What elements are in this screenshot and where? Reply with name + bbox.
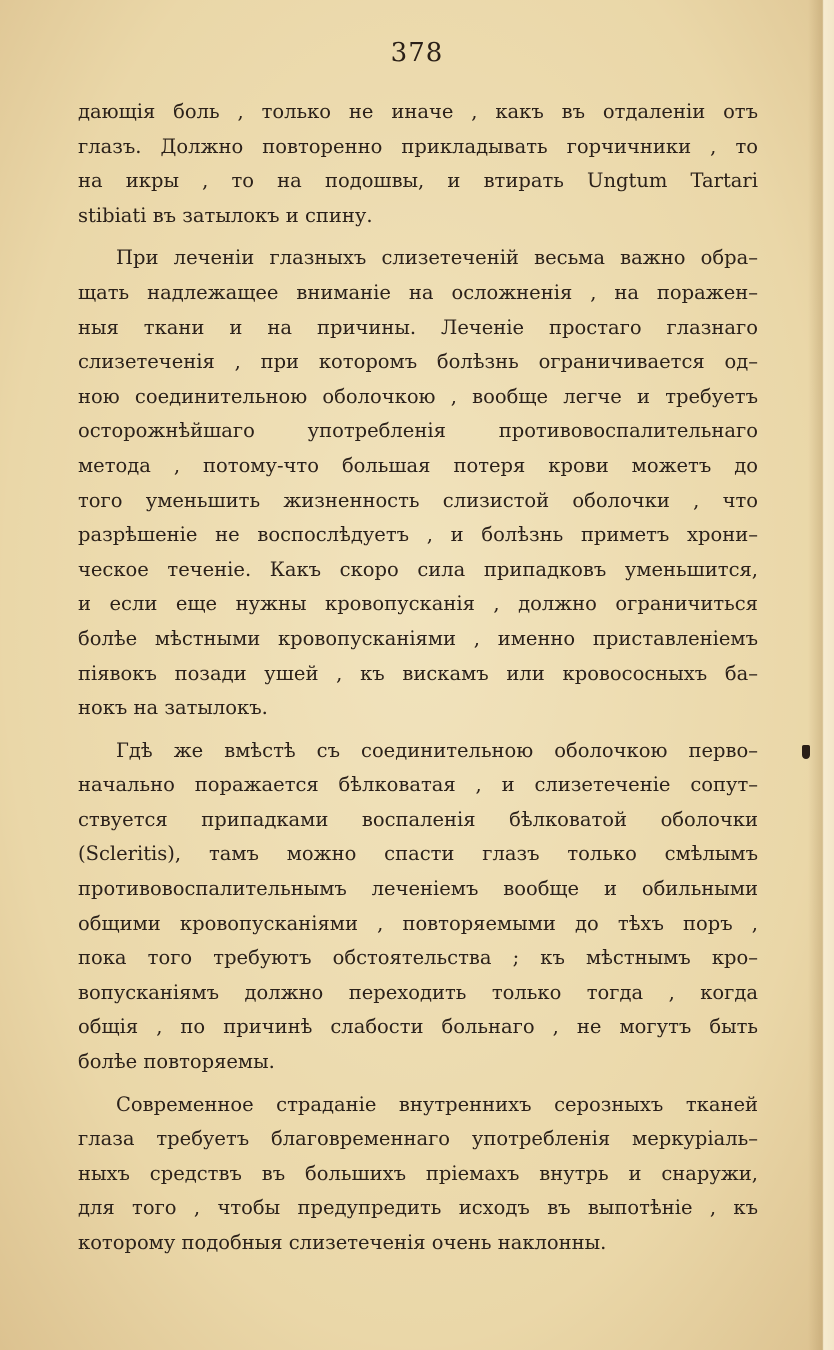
paragraph	[78, 95, 758, 233]
text-line: разрѣшеніе не воспослѣдуетъ , и болѣзнь приметъ хрони–	[78, 523, 758, 547]
paragraph	[78, 241, 758, 725]
text-line: ныя ткани и на причины. Леченіе простаго глазнаго	[78, 315, 758, 339]
ink-mark	[802, 745, 810, 759]
text-line: метода , потому-что большая потеря крови можетъ до	[78, 453, 758, 477]
text-line: общія , по причинѣ слабости больнаго , не могутъ быть	[78, 1015, 758, 1039]
body-text	[78, 95, 758, 1261]
text-line: вопусканіямъ должно переходить только тогда , когда	[78, 980, 758, 1004]
text-line: (Scleritis), тамъ можно спасти глазъ только смѣлымъ	[78, 842, 758, 866]
page-edge	[808, 0, 834, 1350]
text-line: нокъ на затылокъ.	[78, 696, 268, 720]
text-line: начально поражается бѣлковатая , и слизетеченіе сопут–	[78, 773, 758, 797]
text-line: осторожнѣйшаго употребленія противовоспалительнаго	[78, 419, 758, 443]
paragraph	[78, 734, 758, 1080]
text-line: на икры , то на подошвы, и втирать Ungtum Tartari	[78, 169, 758, 193]
text-line: ствуется припадками воспаленія бѣлковатой оболочки	[78, 807, 758, 831]
text-line: ною соединительною оболочкою , вообще легче и требуетъ	[78, 384, 758, 408]
text-line: слизетеченія , при которомъ болѣзнь ограничивается од–	[78, 350, 758, 374]
text-line: дающія боль , только не иначе , какъ въ отдаленіи отъ	[78, 100, 758, 123]
text-line: піявокъ позади ушей , къ вискамъ или кровососныхъ ба–	[78, 661, 758, 685]
text-line: ныхъ средствъ въ большихъ пріемахъ внутрь и снаружи,	[78, 1161, 758, 1185]
text-line: болѣе повторяемы.	[78, 1050, 275, 1074]
text-line: глазъ. Должно повторенно прикладывать горчичники , то	[78, 134, 758, 158]
text-line: ческое теченіе. Какъ скоро сила припадковъ уменьшится,	[78, 557, 758, 581]
text-line: щать надлежащее вниманіе на осложненія , на поражен–	[78, 280, 758, 304]
text-line: и если еще нужны кровопусканія , должно ограничиться	[78, 592, 758, 616]
text-line: Гдѣ же вмѣстѣ съ соединительною оболочкою перво–	[116, 738, 758, 762]
text-line: болѣе мѣстными кровопусканіями , именно приставленіемъ	[78, 626, 758, 650]
page-number: 378	[390, 38, 444, 68]
text-line: для того , чтобы предупредить исходъ въ выпотѣніе , къ	[78, 1196, 758, 1220]
text-line: stibiati въ затылокъ и спину.	[78, 203, 373, 227]
text-line: того уменьшить жизненность слизистой оболочки , что	[78, 488, 758, 512]
text-line: противовоспалительнымъ леченіемъ вообще и обильными	[78, 877, 758, 901]
text-line: которому подобныя слизетеченія очень наклонны.	[78, 1231, 607, 1254]
paragraph	[78, 1088, 758, 1261]
text-line: Современное страданіе внутреннихъ серозныхъ тканей	[116, 1092, 758, 1116]
text-line: При леченіи глазныхъ слизетеченій весьма важно обра–	[116, 246, 758, 270]
text-line: общими кровопусканіями , повторяемыми до тѣхъ поръ ,	[78, 911, 758, 935]
text-line: глаза требуетъ благовременнаго употребленія меркуріаль–	[78, 1127, 758, 1151]
text-line: пока того требуютъ обстоятельства ; къ мѣстнымъ кро–	[78, 946, 758, 970]
